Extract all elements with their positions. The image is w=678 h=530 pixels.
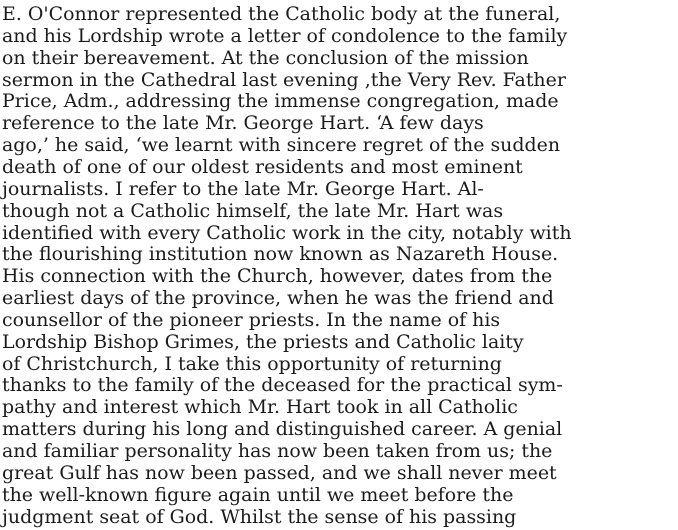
article-line: and his Lordship wrote a letter of condolence to the family: [2, 24, 568, 47]
article-line: sermon in the Cathedral last evening ,the Very Rev. Father: [2, 68, 566, 91]
article-line: Lordship Bishop Grimes, the priests and Catholic laity: [2, 330, 524, 353]
article-line: death of one of our oldest residents and most eminent: [2, 155, 523, 178]
article-line: ago,’ he said, ‘we learnt with sincere regret of the sudden: [2, 134, 561, 157]
article-line: counsellor of the pioneer priests. In the name of his: [2, 308, 501, 331]
article-line: journalists. I refer to the late Mr. George Hart. Al-: [2, 177, 484, 200]
article-line: thanks to the family of the deceased for the practical sym-: [2, 374, 563, 397]
article-line: Price, Adm., addressing the immense congregation, made: [2, 90, 559, 113]
article-line: great Gulf has now been passed, and we shall never meet: [2, 461, 557, 484]
article-line: the flourishing institution now known as Nazareth House.: [2, 243, 559, 266]
article-line: of Christchurch, I take this opportunity of returning: [2, 352, 502, 375]
article-line: on their bereavement. At the conclusion of the mission: [2, 46, 529, 69]
article-line: pathy and interest which Mr. Hart took in all Catholic: [2, 396, 518, 419]
article-line: the well-known figure again until we meet before the: [2, 483, 514, 506]
article-line: judgment seat of God. Whilst the sense of his passing: [2, 505, 517, 528]
article-line: and familiar personality has now been taken from us; the: [2, 440, 553, 462]
article-line: identified with every Catholic work in the city, notably with: [2, 221, 572, 244]
article-line: His connection with the Church, however, dates from the: [2, 265, 553, 288]
article-line: reference to the late Mr. George Hart. ‘A few days: [2, 112, 484, 135]
article-line: E. O'Connor represented the Catholic body at the funeral,: [2, 3, 561, 25]
article-line: though not a Catholic himself, the late Mr. Hart was: [2, 199, 504, 222]
article-line: matters during his long and distinguished career. A genial: [2, 418, 563, 441]
article-line: earliest days of the province, when he was the friend and: [2, 287, 554, 310]
